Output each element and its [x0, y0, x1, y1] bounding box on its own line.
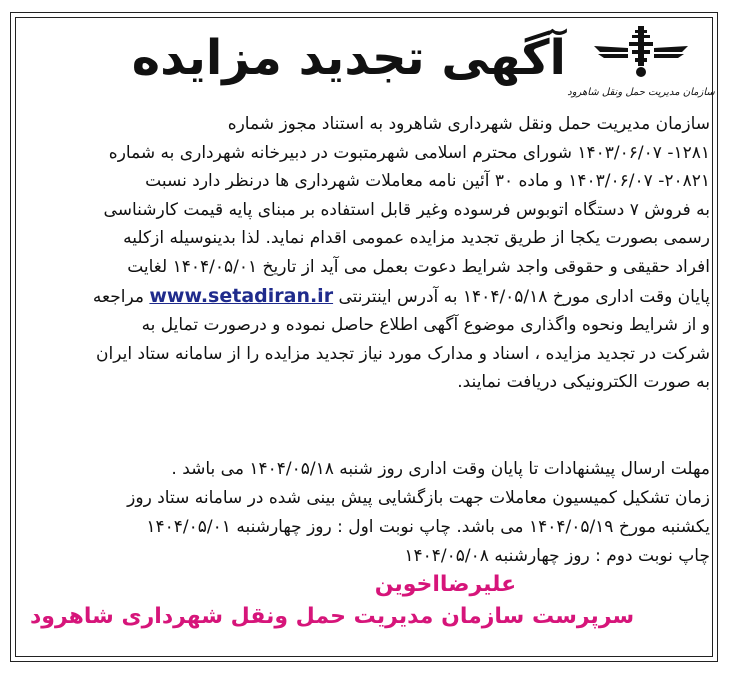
commission-line-1: زمان تشکیل کمیسیون معاملات جهت بازگشایی پیش بینی شده در سامانه ستاد روز [127, 488, 710, 508]
organization-logo [566, 26, 716, 100]
notice-header [16, 22, 716, 102]
signature-block [30, 570, 634, 634]
body-line: به فروش ۷ دستگاه اتوبوس فرسوده وغیر قابل استفاده بر مبنای پایه قیمت کارشناسی [103, 199, 710, 220]
notice-title: آگهی تجدید مزایده [131, 30, 566, 86]
body-line: سازمان مدیریت حمل ونقل شهرداری شاهرود به استناد مجوز شماره [227, 114, 710, 134]
body-line: رسمی بصورت یکجا از طریق تجدید مزایده عمومی اقدام نماید. لذا بدینوسیله ازکلیه [123, 228, 710, 249]
transport-organization-logo-icon [594, 26, 688, 80]
link-line-after: مراجعه [92, 286, 144, 307]
body-line: ۱۲۸۱- ۱۴۰۳/۰۶/۰۷ شورای محترم اسلامی شهرمتبوت در دبیرخانه شهرداری به شماره [108, 142, 710, 163]
body-line: ۲۰۸۲۱- ۱۴۰۳/۰۶/۰۷ و ماده ۳۰ آئین نامه معاملات شهرداری ها درنظر دارد نسبت [145, 171, 710, 192]
second-print-line: چاپ نوبت دوم : روز چهارشنبه ۱۴۰۴/۰۵/۰۸ [404, 546, 710, 566]
logo-caption: سازمان مدیریت حمل ونقل شاهرود [567, 87, 715, 98]
body-line: شرکت در تجدید مزایده ، اسناد و مدارک مورد نیاز تجدید مزایده را از سامانه ستاد ایران [96, 343, 710, 364]
link-line-before: پایان وقت اداری مورخ ۱۴۰۴/۰۵/۱۸ به آدرس اینترنتی [338, 286, 710, 307]
body-line: افراد حقیقی و حقوقی واجد شرایط دعوت بعمل می آید از تاریخ ۱۴۰۴/۰۵/۰۱ لغایت [127, 256, 710, 277]
deadline-line: مهلت ارسال پیشنهادات تا پایان وقت اداری روز شنبه ۱۴۰۴/۰۵/۱۸ می باشد . [171, 459, 710, 479]
commission-line-2: یکشنبه مورخ ۱۴۰۴/۰۵/۱۹ می باشد. چاپ نوبت اول : روز چهارشنبه ۱۴۰۴/۰۵/۰۱ [146, 517, 710, 537]
body-line-with-link [22, 282, 710, 312]
notice-body [22, 110, 710, 397]
body-line: به صورت الکترونیکی دریافت نمایند. [457, 372, 710, 393]
signatory-name: علیرضااخوین [374, 572, 517, 597]
notice-notes [22, 455, 710, 571]
website-link[interactable]: www.setadiran.ir [149, 284, 334, 307]
signatory-title: سرپرست سازمان مدیریت حمل ونقل شهرداری شاهرود [30, 604, 635, 629]
body-line: و از شرایط ونحوه واگذاری موضوع آگهی اطلاع حاصل نموده و درصورت تمایل به [141, 315, 710, 336]
